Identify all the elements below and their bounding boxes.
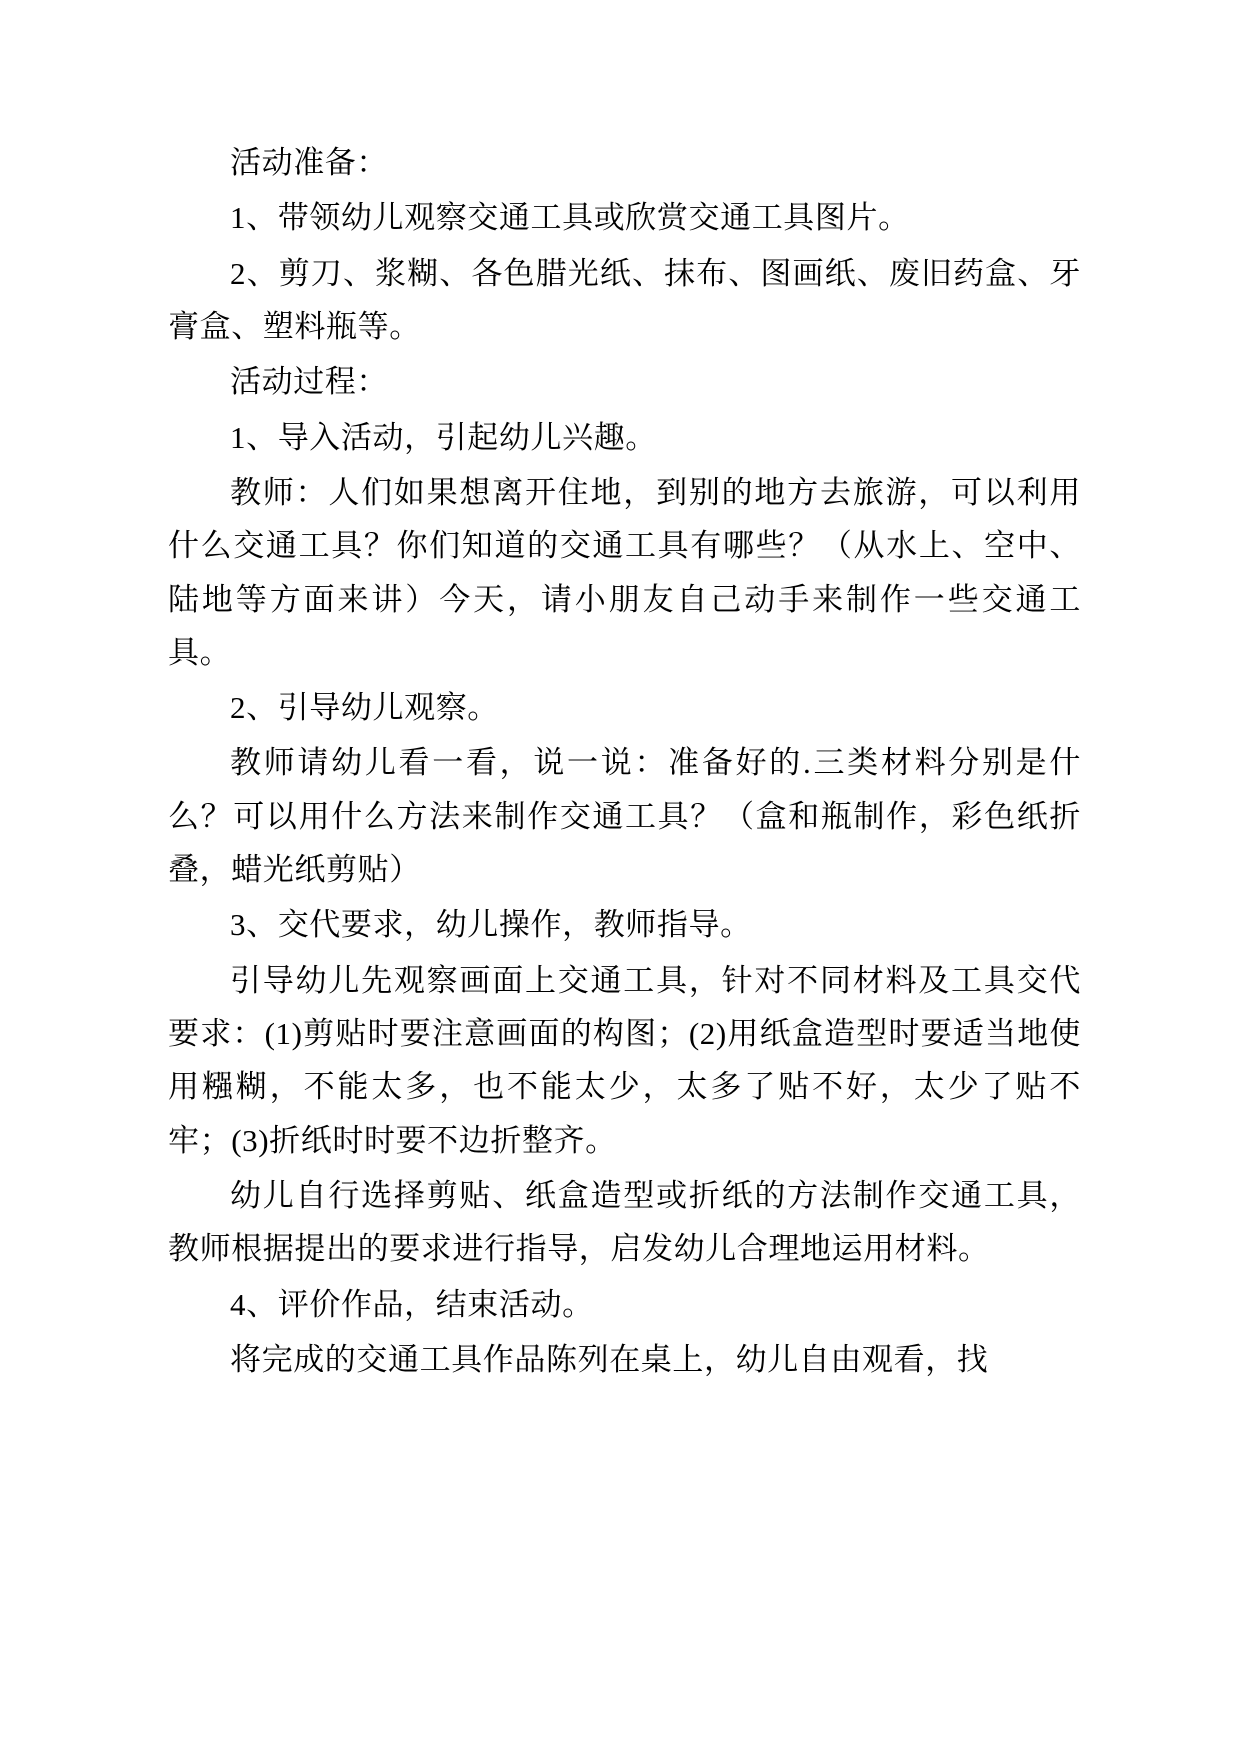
paragraph-step-4: 4、评价作品，结束活动。	[230, 1286, 594, 1322]
paragraph-step-3: 3、交代要求，幼儿操作，教师指导。	[230, 907, 752, 943]
paragraph-preparation-item-2: 2、剪刀、浆糊、各色腊光纸、抹布、图画纸、废旧药盒、牙膏盒、塑料瓶等。	[168, 255, 1081, 344]
paragraph-preparation-item-1: 1、带领幼儿观察交通工具或欣赏交通工具图片。	[230, 200, 910, 236]
paragraph-step-1-detail: 教师：人们如果想离开住地，到别的地方去旅游，可以利用什么交通工具？你们知道的交通工具有哪些？（从水上、空中、陆地等方面来讲）今天，请小朋友自己动手来制作一些交通工具。	[168, 474, 1081, 670]
paragraph-activity-preparation-heading: 活动准备：	[230, 145, 388, 180]
paragraph-step-2-detail: 教师请幼儿看一看，说一说：准备好的.三类材料分别是什么？可以用什么方法来制作交通工具？（盒和瓶制作，彩色纸折叠，蜡光纸剪贴）	[168, 745, 1081, 888]
document-body	[168, 136, 1081, 1386]
paragraph-step-2: 2、引导幼儿观察。	[230, 690, 499, 726]
paragraph-step-4-detail: 将完成的交通工具作品陈列在桌上，幼儿自由观看，找	[230, 1341, 989, 1377]
paragraph-activity-process-heading: 活动过程：	[230, 364, 388, 400]
paragraph-step-3-extra: 幼儿自行选择剪贴、纸盒造型或折纸的方法制作交通工具，教师根据提出的要求进行指导，启发幼儿合理地运用材料。	[168, 1177, 1081, 1267]
paragraph-step-3-detail: 引导幼儿先观察画面上交通工具，针对不同材料及工具交代要求：(1)剪贴时要注意画面的构图；(2)用纸盒造型时要适当地使用糨糊，不能太多，也不能太少，太多了贴不好，太少了贴不牢；(3)折纸时时要不边折整齐。	[168, 962, 1081, 1158]
paragraph-step-1: 1、导入活动，引起幼儿兴趣。	[230, 419, 657, 455]
